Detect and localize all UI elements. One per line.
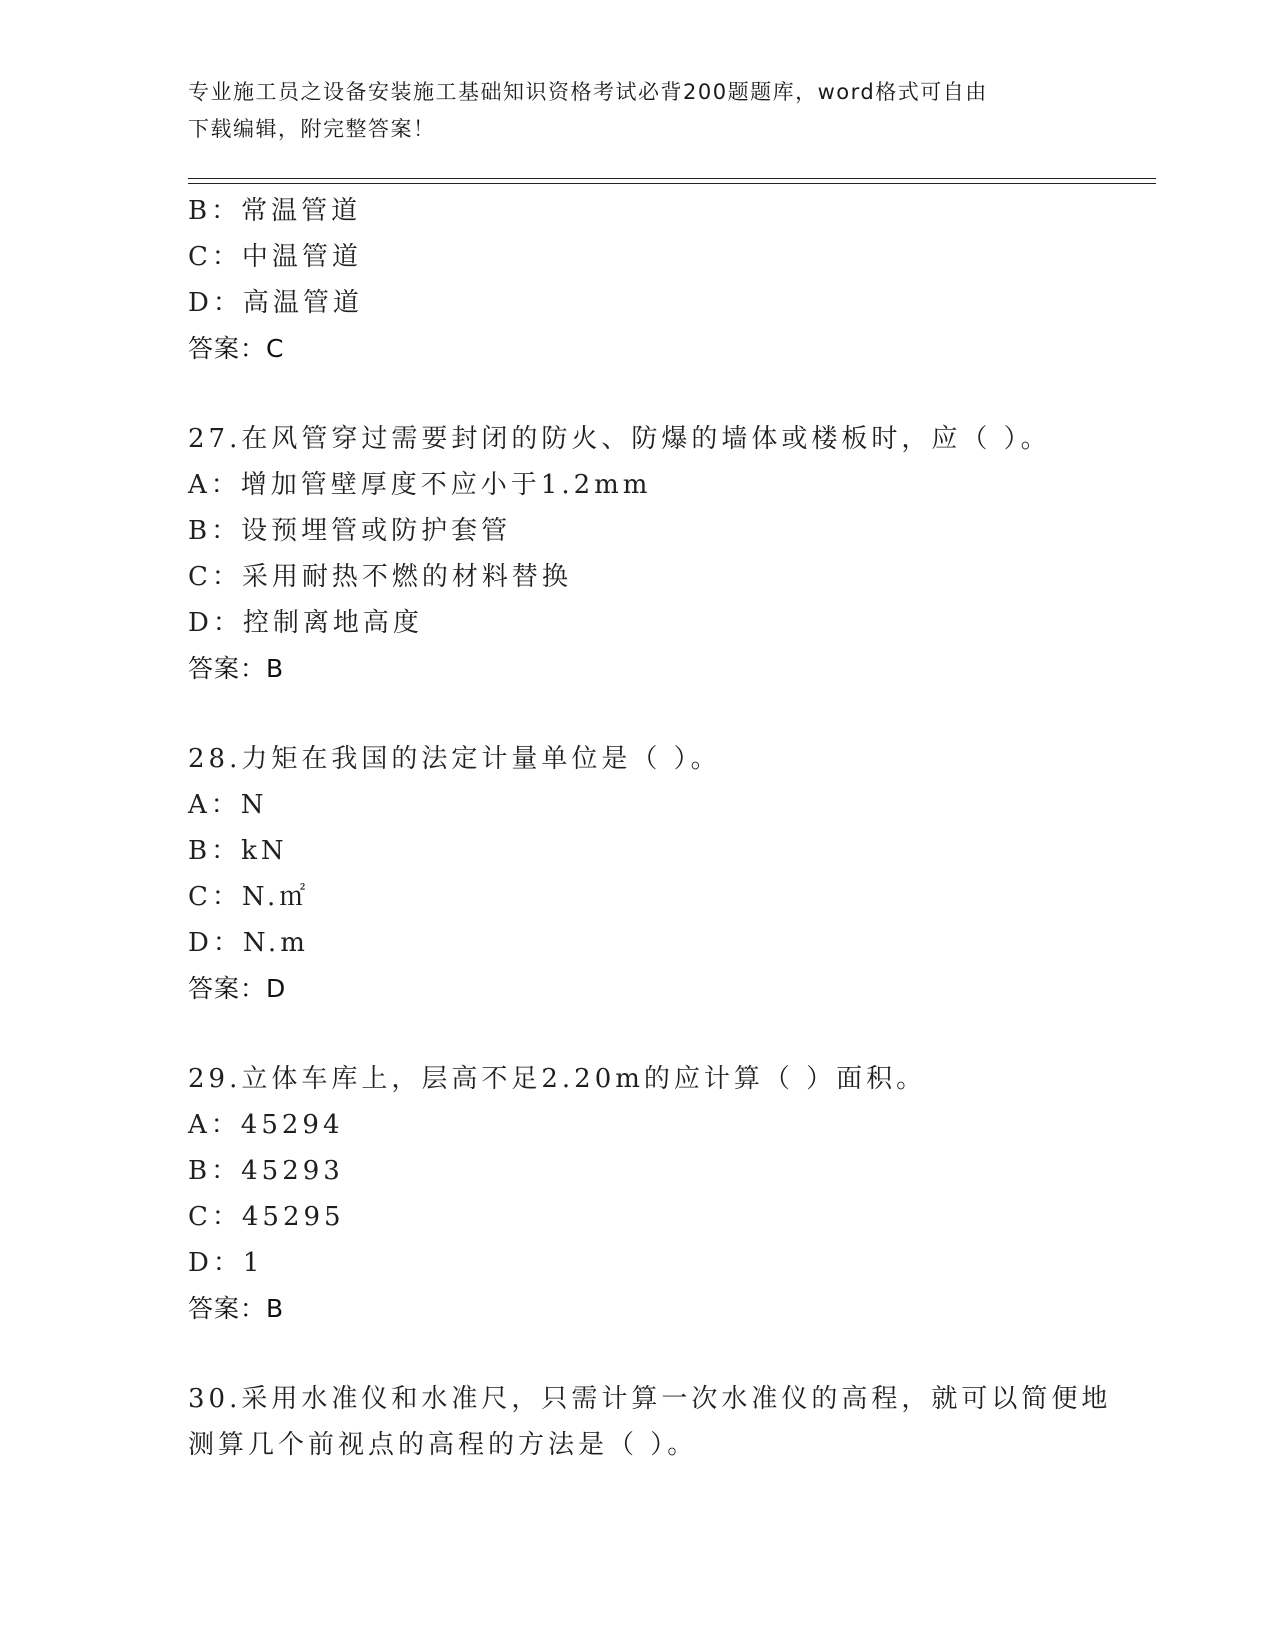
question-text-line-2: 测算几个前视点的高程的方法是（ ）。 — [188, 1430, 698, 1460]
option-a: A：45294 — [188, 1110, 344, 1140]
option-c: C：45295 — [188, 1202, 345, 1232]
option-c: C：中温管道 — [188, 242, 362, 272]
option-d: D：高温管道 — [188, 288, 363, 318]
question-block-28 — [188, 736, 1156, 1012]
question-block-30 — [188, 1376, 1156, 1468]
option-b: B：kN — [188, 836, 288, 866]
question-text: 29.立体车库上，层高不足2.20m的应计算（ ）面积。 — [188, 1064, 927, 1094]
question-block-29 — [188, 1056, 1156, 1332]
answer-label: 答案：B — [188, 1294, 285, 1323]
document-header — [188, 74, 1088, 148]
answer-label: 答案：B — [188, 654, 285, 683]
option-a: A：N — [188, 790, 268, 820]
option-c: C：采用耐热不燃的材料替换 — [188, 562, 572, 592]
question-text: 27.在风管穿过需要封闭的防火、防爆的墙体或楼板时，应（ ）。 — [188, 424, 1051, 454]
answer-label: 答案：D — [188, 974, 287, 1003]
header-divider-top — [188, 178, 1156, 179]
question-text: 28.力矩在我国的法定计量单位是（ ）。 — [188, 744, 721, 774]
option-b: B：常温管道 — [188, 196, 362, 226]
header-title-line-1: 专业施工员之设备安装施工基础知识资格考试必背200题题库，word格式可自由 — [188, 80, 988, 104]
header-divider-bottom — [188, 183, 1156, 184]
question-list — [188, 188, 1156, 1468]
option-a: A：增加管壁厚度不应小于1.2mm — [188, 470, 652, 500]
option-c: C：N.㎡ — [188, 882, 310, 912]
answer-label: 答案：C — [188, 334, 285, 363]
option-d: D：控制离地高度 — [188, 608, 423, 638]
question-block-27 — [188, 416, 1156, 692]
header-title-line-2: 下载编辑，附完整答案！ — [188, 117, 436, 141]
option-d: D：1 — [188, 1248, 264, 1278]
option-b: B：45293 — [188, 1156, 344, 1186]
question-text-line-1: 30.采用水准仪和水准尺，只需计算一次水准仪的高程，就可以简便地 — [188, 1384, 1112, 1414]
option-d: D：N.m — [188, 928, 309, 958]
question-block-26 — [188, 188, 1156, 372]
option-b: B：设预埋管或防护套管 — [188, 516, 512, 546]
